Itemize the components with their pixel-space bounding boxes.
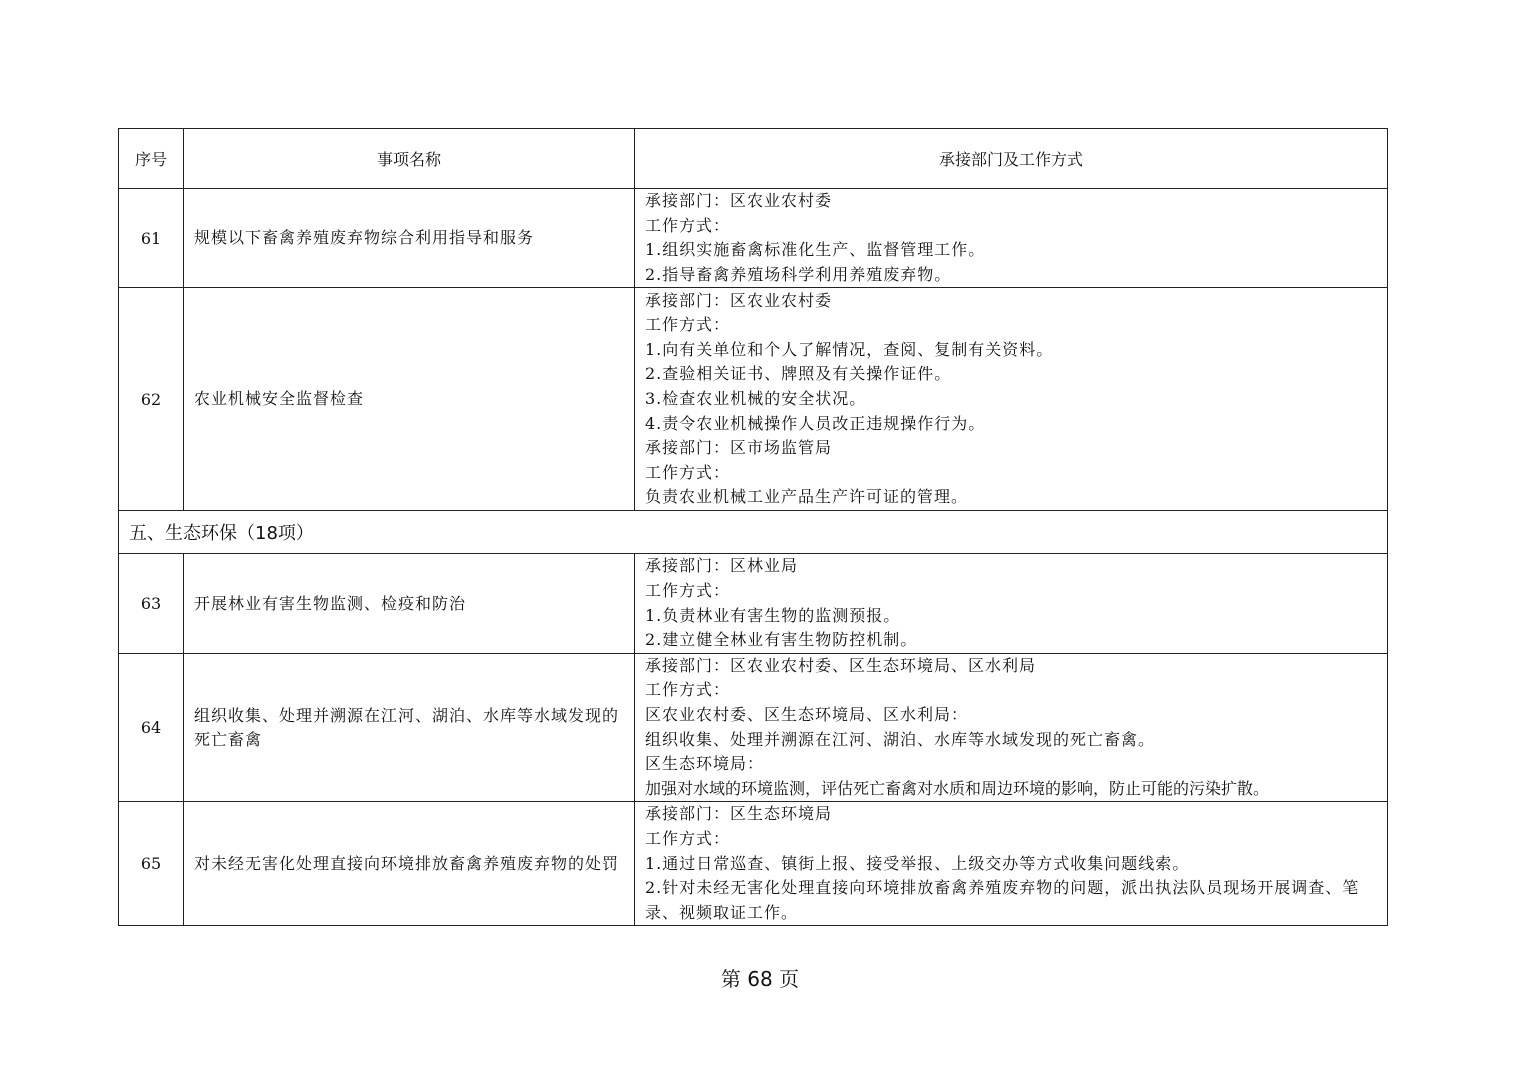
detail-line: 负责农业机械工业产品生产许可证的管理。	[645, 487, 969, 507]
detail-line: 承接部门：区农业农村委	[645, 290, 833, 310]
detail-line: 工作方式：	[645, 580, 731, 600]
detail-line: 区生态环境局：	[645, 754, 765, 774]
item-detail	[635, 653, 1388, 802]
header-detail: 承接部门及工作方式	[635, 129, 1388, 189]
detail-line: 1.通过日常巡查、镇街上报、接受举报、上级交办等方式收集问题线索。	[645, 853, 1190, 873]
detail-line: 承接部门：区农业农村委、区生态环境局、区水利局	[645, 655, 1037, 675]
item-detail	[635, 802, 1388, 926]
detail-line: 3.检查农业机械的安全状况。	[645, 389, 867, 409]
table-header-row	[119, 129, 1388, 189]
detail-line: 承接部门：区生态环境局	[645, 804, 833, 824]
detail-line: 组织收集、处理并溯源在江河、湖泊、水库等水域发现的死亡畜禽。	[645, 729, 1156, 749]
item-name: 对未经无害化处理直接向环境排放畜禽养殖废弃物的处罚	[184, 802, 635, 926]
detail-line: 1.负责林业有害生物的监测预报。	[645, 605, 901, 625]
row-number: 62	[119, 288, 184, 511]
item-name: 农业机械安全监督检查	[184, 288, 635, 511]
items-table	[118, 128, 1388, 926]
item-name: 开展林业有害生物监测、检疫和防治	[184, 554, 635, 653]
item-detail	[635, 554, 1388, 653]
detail-line: 承接部门：区市场监管局	[645, 438, 833, 458]
page-number: 第 68 页	[720, 967, 800, 991]
detail-line: 2.指导畜禽养殖场科学利用养殖废弃物。	[645, 264, 952, 284]
detail-line: 工作方式：	[645, 215, 731, 235]
item-detail	[635, 189, 1388, 288]
detail-line: 2.建立健全林业有害生物防控机制。	[645, 630, 918, 650]
header-name: 事项名称	[184, 129, 635, 189]
detail-line: 1.组织实施畜禽标准化生产、监督管理工作。	[645, 240, 986, 260]
detail-line: 工作方式：	[645, 462, 731, 482]
section-row	[119, 511, 1388, 554]
table-row	[119, 653, 1388, 802]
row-number: 63	[119, 554, 184, 653]
row-number: 61	[119, 189, 184, 288]
row-number: 65	[119, 802, 184, 926]
row-number: 64	[119, 653, 184, 802]
detail-line: 4.责令农业机械操作人员改正违规操作行为。	[645, 413, 986, 433]
detail-line: 工作方式：	[645, 828, 731, 848]
table-row	[119, 288, 1388, 511]
item-detail	[635, 288, 1388, 511]
detail-line: 1.向有关单位和个人了解情况，查阅、复制有关资料。	[645, 339, 1054, 359]
detail-line: 承接部门：区农业农村委	[645, 191, 833, 210]
detail-line: 区农业农村委、区生态环境局、区水利局：	[645, 704, 969, 724]
detail-line: 承接部门：区林业局	[645, 556, 799, 576]
item-name: 组织收集、处理并溯源在江河、湖泊、水库等水域发现的死亡畜禽	[184, 653, 635, 802]
section-title: 五、生态环保（18项）	[119, 511, 1388, 554]
detail-line: 2.针对未经无害化处理直接向环境排放畜禽养殖废弃物的问题，派出执法队员现场开展调查、笔录、视频取证工作。	[645, 878, 1360, 922]
detail-line: 工作方式：	[645, 315, 731, 335]
table-row	[119, 802, 1388, 926]
detail-line: 2.查验相关证书、牌照及有关操作证件。	[645, 364, 952, 384]
table-row	[119, 189, 1388, 288]
table-row	[119, 554, 1388, 653]
header-no: 序号	[119, 129, 184, 189]
detail-line: 工作方式：	[645, 680, 731, 700]
item-name: 规模以下畜禽养殖废弃物综合利用指导和服务	[184, 189, 635, 288]
detail-line: 加强对水域的环境监测，评估死亡畜禽对水质和周边环境的影响，防止可能的污染扩散。	[645, 778, 1270, 798]
